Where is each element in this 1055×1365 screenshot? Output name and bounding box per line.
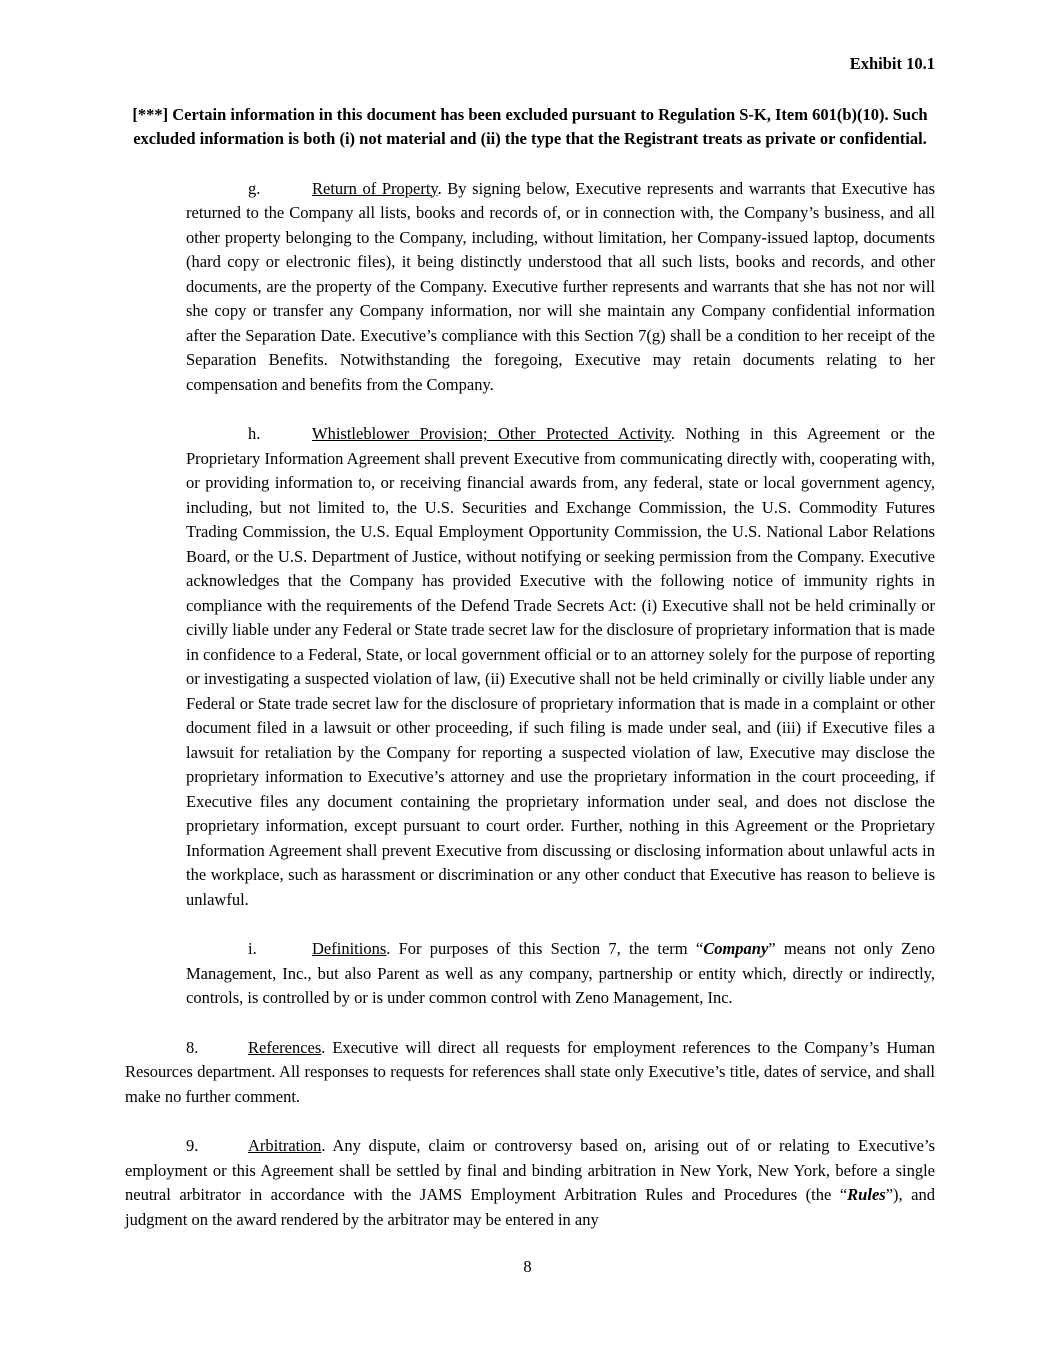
paragraph-h-heading: Whistleblower Provision; Other Protected Activity	[312, 424, 671, 443]
paragraph-h-label: h.	[248, 424, 261, 443]
exhibit-label: Exhibit 10.1	[849, 54, 935, 73]
defined-term-rules: Rules	[847, 1185, 886, 1204]
section-8-heading: References	[248, 1037, 322, 1057]
paragraph-g	[186, 177, 935, 398]
section-8-label: 8.	[186, 1037, 199, 1057]
paragraph-i-body-after: ” means not only Zeno Management, Inc., but also Parent as well as any company, partnership or entity which, directly or indirectly, controls, is controlled by or is under common control with Zeno Management, Inc.	[186, 939, 935, 1007]
paragraph-g-label: g.	[248, 178, 261, 198]
paragraph-i	[186, 937, 935, 1011]
section-9-body-after: ”), and judgment on the award rendered by the arbitrator may be entered in any	[125, 1185, 935, 1229]
section-9	[125, 1134, 935, 1232]
section-8	[125, 1036, 935, 1110]
section-9-body-before: . Any dispute, claim or controversy based on, arising out of or relating to Executive’s employment or this Agreement shall be settled by final and binding arbitration in New York, New York, before a single neutral arbitrator in accordance with the JAMS Employment Arbitration Rules and Procedures (the “	[125, 1136, 935, 1204]
section-8-body: . Executive will direct all requests for employment references to the Company’s Human Resources department. All responses to requests for references shall state only Executive’s title, dates of service, and shall make no further comment.	[125, 1037, 935, 1106]
paragraph-i-heading: Definitions	[312, 939, 387, 958]
section-9-heading: Arbitration	[248, 1136, 322, 1155]
page-number: 8	[523, 1256, 532, 1276]
defined-term-company: Company	[703, 939, 769, 958]
paragraph-h-body: . Nothing in this Agreement or the Proprietary Information Agreement shall prevent Executive from communicating directly with, cooperating with, or providing information to, or receiving financial awards from, any federal, state or local government agency, including, but not limited to, the U.S. Securities and Exchange Commission, the U.S. Commodity Futures Trading Commission, the U.S. Equal Employment Opportunity Commission, the U.S. National Labor Relations Board, or the U.S. Department of Justice, without notifying or seeking permission from the Company. Executive acknowledges that the Company has provided Executive with the following notice of immunity rights in compliance with the requirements of the Defend Trade Secrets Act: (i) Executive shall not be held criminally or civilly liable under any Federal or State trade secret law for the disclosure of proprietary information that is made in confidence to a Federal, State, or local government official or to an attorney solely for the purpose of reporting or investigating a suspected violation of law, (ii) Executive shall not be held criminally or civilly liable under any Federal or State trade secret law for the disclosure of proprietary information that is made in a complaint or other document filed in a lawsuit or other proceeding, if such filing is made under seal, and (iii) if Executive files a lawsuit for retaliation by the Company for reporting a suspected violation of law, Executive may disclose the proprietary information to Executive’s attorney and use the proprietary information in the court proceeding, if Executive files any document containing the proprietary information under seal, and does not disclose the proprietary information, except pursuant to court order. Further, nothing in this Agreement or the Proprietary Information Agreement shall prevent Executive from discussing or disclosing information about unlawful acts in the workplace, such as harassment or discrimination or any other conduct that Executive has reason to believe is unlawful.	[186, 424, 935, 909]
paragraph-i-label: i.	[248, 939, 257, 958]
paragraph-g-heading: Return of Property	[312, 178, 438, 198]
section-9-label: 9.	[186, 1136, 199, 1155]
paragraph-g-body: . By signing below, Executive represents and warrants that Executive has returned to the Company all lists, books and records of, or in connection with, the Company’s business, and all other property belonging to the Company, including, without limitation, her Company-issued laptop, documents (hard copy or electronic files), it being distinctly understood that all such lists, books and records, and other documents, are the property of the Company. Executive further represents and warrants that she has not nor will she copy or transfer any Company information, nor will she maintain any Company confidential information after the Separation Date. Executive’s compliance with this Section 7(g) shall be a condition to her receipt of the Separation Benefits. Notwithstanding the foregoing, Executive may retain documents relating to her compensation and benefits from the Company.	[186, 178, 936, 394]
paragraph-i-body-before: . For purposes of this Section 7, the term “	[386, 939, 704, 958]
confidentiality-notice: [***] Certain information in this document has been excluded pursuant to Regulation S-K, Item 601(b)(10). Such excluded information is both (i) not material and (ii) the type that the Registrant treats as private or confidential.	[132, 104, 928, 148]
paragraph-h	[186, 422, 935, 912]
